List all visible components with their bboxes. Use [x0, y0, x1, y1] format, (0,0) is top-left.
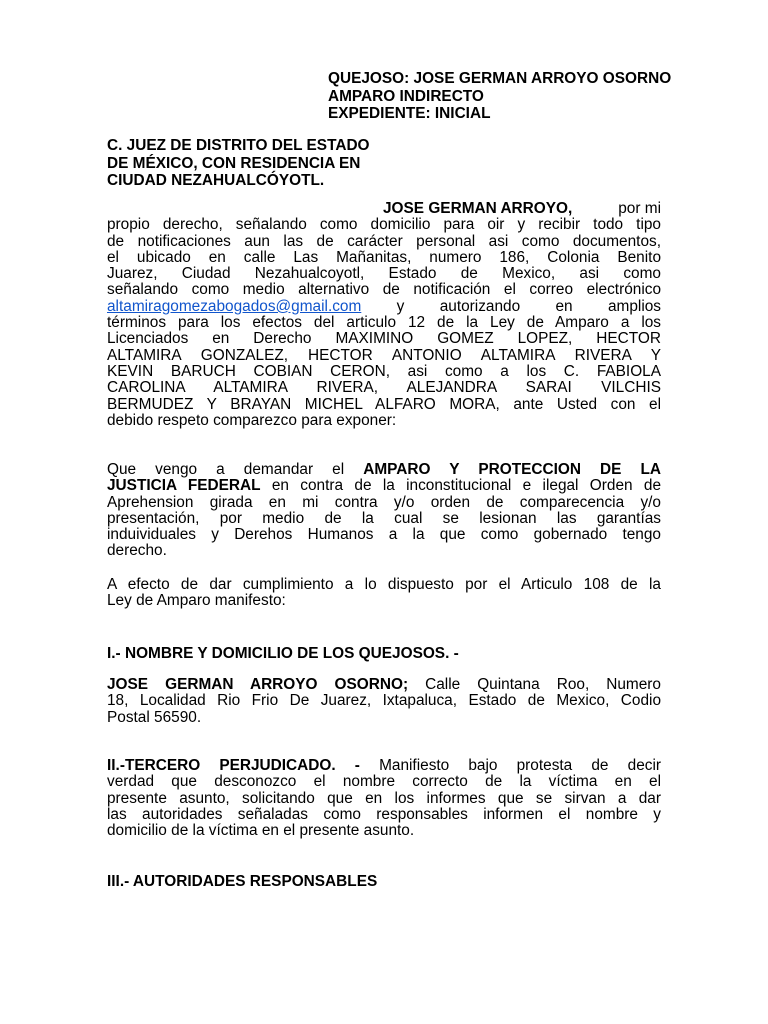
section-2-line: domicilio de la víctima en el presente asunto.: [107, 822, 415, 840]
intro-line: BERMUDEZ Y BRAYAN MICHEL ALFARO MORA, ante Usted con el: [107, 395, 661, 413]
addressee-line: CIUDAD NEZAHUALCÓYOTL.: [107, 172, 325, 189]
section-2-text: Manifiesto bajo protesta de decir: [379, 757, 661, 774]
section-2-line: presente asunto, solicitando que en los informes que se sirvan a dar: [107, 789, 661, 807]
addressee-block: [107, 137, 370, 190]
section-3-title: III.- AUTORIDADES RESPONSABLES: [107, 873, 378, 890]
section-1-paragraph: [107, 677, 661, 726]
demand-line: derecho.: [107, 542, 167, 560]
article-line: Ley de Amparo manifesto:: [107, 592, 286, 610]
quejoso-line: QUEJOSO: JOSE GERMAN ARROYO OSORNO: [328, 70, 672, 87]
intro-line: señalando como medio alternativo de notificación el correo electrónico: [107, 281, 661, 299]
demand-line: [107, 478, 661, 494]
section-2-line: las autoridades señaladas como responsables informen el nombre y: [107, 805, 661, 823]
intro-line: KEVIN BARUCH COBIAN CERON, asi como a los C. FABIOLA: [107, 362, 661, 380]
section-2-paragraph: [107, 758, 661, 839]
section-1-line: Postal 56590.: [107, 708, 202, 726]
demand-line: presentación, por medio de la cual se lesionan las garantías: [107, 509, 661, 527]
justicia-federal: JUSTICIA FEDERAL: [107, 477, 261, 495]
demand-line: [107, 462, 661, 478]
quejoso-name: JOSE GERMAN ARROYO OSORNO;: [107, 676, 409, 693]
intro-line: debido respeto comparezco para exponer:: [107, 411, 397, 429]
intro-line: CAROLINA ALTAMIRA RIVERA, ALEJANDRA SARAI VILCHIS: [107, 379, 661, 397]
section-2-title: II.-TERCERO PERJUDICADO. -: [107, 757, 360, 774]
amparo-type-line: AMPARO INDIRECTO: [328, 87, 484, 105]
section-2-line: verdad que desconozco el nombre correcto de la víctima en el: [107, 773, 661, 791]
article-line: A efecto de dar cumplimiento a lo dispuesto por el Articulo 108 de la: [107, 576, 661, 593]
section-1-line: [107, 677, 661, 693]
email-line: [107, 299, 661, 315]
intro-text: por mi: [618, 200, 661, 217]
demand-line: induividuales y Derehos Humanos a la que como gobernado tengo: [107, 526, 661, 544]
section-2-line: [107, 758, 661, 774]
intro-line: términos para los efectos del articulo 12 de la Ley de Amparo a los: [107, 314, 661, 332]
email-link[interactable]: altamiragomezabogados@gmail.com: [107, 297, 362, 315]
section-1-title: I.- NOMBRE Y DOMICILIO DE LOS QUEJOSOS. -: [107, 645, 459, 662]
intro-paragraph: [107, 201, 661, 429]
expediente-line: EXPEDIENTE: INICIAL: [328, 105, 491, 122]
petitioner-name: JOSE GERMAN ARROYO,: [383, 200, 573, 217]
addressee-line: DE MÉXICO, CON RESIDENCIA EN: [107, 154, 361, 172]
demand-line: Aprehension girada en mi contra y/o orden de comparecencia y/o: [107, 493, 661, 511]
intro-line: Juarez, Ciudad Nezahualcoyotl, Estado de Mexico, asi como: [107, 265, 661, 283]
demand-text: Que vengo a demandar el: [107, 461, 345, 478]
section-1-text: Calle Quintana Roo, Numero: [425, 676, 661, 693]
case-header: [328, 70, 671, 123]
intro-text: y autorizando en amplios: [396, 297, 662, 315]
intro-line: de notificaciones aun las de carácter personal asi como documentos,: [107, 232, 661, 250]
demand-paragraph: [107, 462, 661, 560]
article-paragraph: [107, 577, 661, 610]
intro-line: Licenciados en Derecho MAXIMINO GOMEZ LOPEZ, HECTOR: [107, 330, 661, 348]
intro-line: el ubicado en calle Las Mañanitas, numero 186, Colonia Benito: [107, 248, 661, 266]
demand-text: en contra de la inconstitucional e ilegal Orden de: [271, 477, 661, 495]
addressee-line: C. JUEZ DE DISTRITO DEL ESTADO: [107, 137, 370, 154]
intro-line: ALTAMIRA GONZALEZ, HECTOR ANTONIO ALTAMIRA RIVERA Y: [107, 346, 661, 364]
amparo-title: AMPARO Y PROTECCION DE LA: [363, 461, 661, 478]
intro-line: propio derecho, señalando como domicilio para oir y recibir todo tipo: [107, 216, 661, 234]
section-1-line: 18, Localidad Rio Frio De Juarez, Ixtapaluca, Estado de Mexico, Codio: [107, 692, 661, 710]
